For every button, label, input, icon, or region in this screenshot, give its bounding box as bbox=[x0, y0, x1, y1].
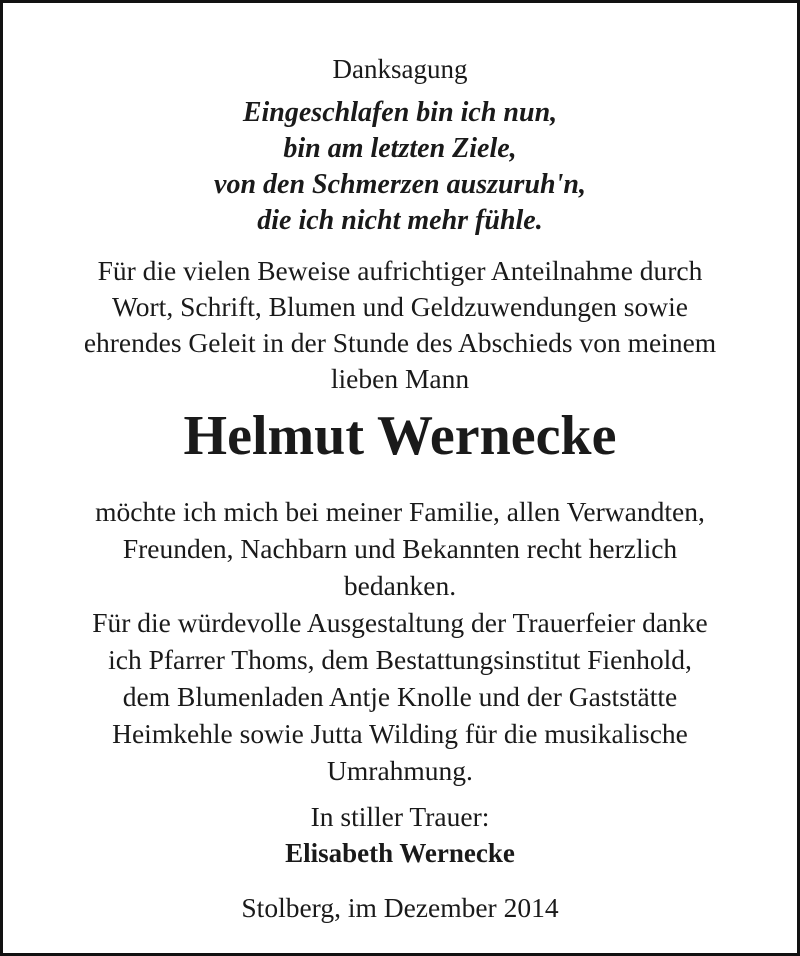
intro-line: lieben Mann bbox=[330, 363, 470, 394]
thanks-line: Freunden, Nachbarn und Bekannten recht herzlich bbox=[122, 533, 678, 564]
intro-paragraph bbox=[3, 253, 797, 397]
intro-line: Wort, Schrift, Blumen und Geldzuwendungen sowie bbox=[112, 291, 688, 322]
signature-name: Elisabeth Wernecke bbox=[285, 838, 515, 868]
intro-line: ehrendes Geleit in der Stunde des Abschieds von meinem bbox=[83, 327, 717, 358]
notice-heading: Danksagung bbox=[332, 54, 468, 84]
thanks-paragraph bbox=[3, 493, 797, 789]
thanks-line: Heimkehle sowie Jutta Wilding für die musikalische bbox=[112, 718, 688, 749]
poem-line: bin am letzten Ziele, bbox=[283, 133, 517, 164]
deceased-name: Helmut Wernecke bbox=[183, 405, 617, 467]
poem-block bbox=[3, 95, 797, 239]
thanks-line: Für die würdevolle Ausgestaltung der Trauerfeier danke bbox=[92, 607, 708, 638]
thanks-line: dem Blumenladen Antje Knolle und der Gaststätte bbox=[122, 681, 678, 712]
signature-intro: In stiller Trauer: bbox=[310, 801, 490, 832]
thanks-line: ich Pfarrer Thoms, dem Bestattungsinstitut Fienhold, bbox=[108, 644, 692, 675]
intro-line: Für die vielen Beweise aufrichtiger Anteilnahme durch bbox=[97, 255, 703, 286]
thanks-line: bedanken. bbox=[343, 570, 457, 601]
thanks-line: Umrahmung. bbox=[327, 755, 473, 786]
poem-line: die ich nicht mehr fühle. bbox=[257, 205, 543, 236]
place-date: Stolberg, im Dezember 2014 bbox=[241, 892, 559, 923]
poem-line: von den Schmerzen auszuruh'n, bbox=[214, 169, 586, 200]
thanks-line: möchte ich mich bei meiner Familie, allen Verwandten, bbox=[95, 496, 705, 527]
poem-line: Eingeschlafen bin ich nun, bbox=[242, 97, 558, 128]
